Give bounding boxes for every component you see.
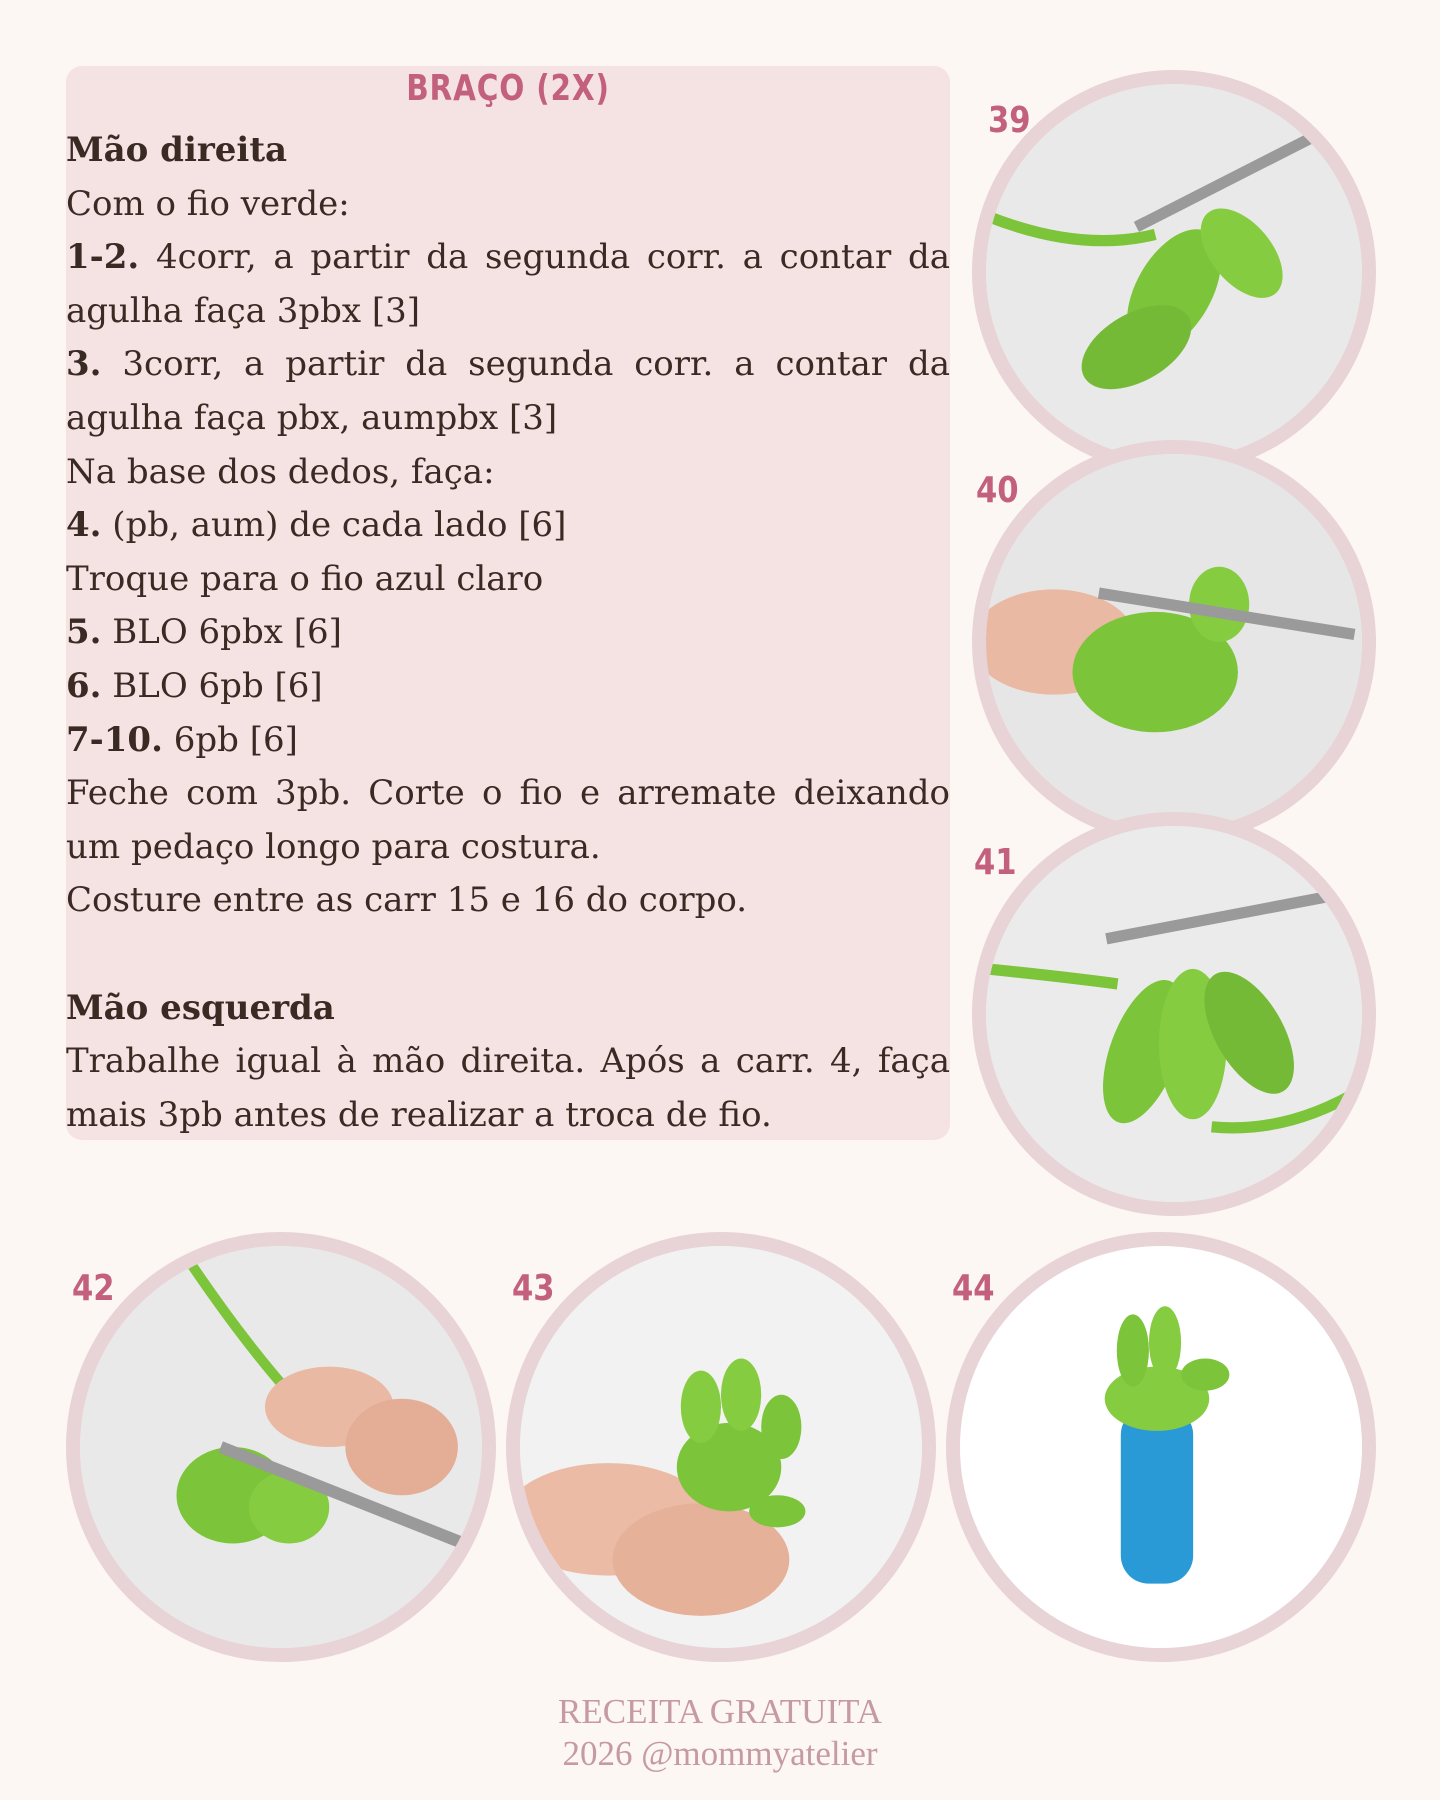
step-number: 7-10. [66, 719, 163, 760]
step-number: 3. [66, 344, 102, 385]
step-number-label: 42 [72, 1268, 115, 1309]
step-number-label: 39 [988, 100, 1031, 141]
step-text: (pb, aum) de cada lado [6] [101, 505, 567, 546]
crochet-hand-image [986, 826, 1362, 1202]
step-number: 1-2. [66, 237, 140, 278]
step-number-label: 43 [512, 1268, 555, 1309]
sew-note: Costure entre as carr 15 e 16 do corpo. [66, 880, 748, 921]
step-number: 5. [66, 612, 102, 653]
finished-hand-image [520, 1246, 922, 1648]
footer-title: RECEITA GRATUITA [558, 1692, 882, 1731]
step-photo-40 [972, 440, 1376, 844]
base-note: Na base dos dedos, faça: [66, 451, 495, 492]
step-text: 3corr, a partir da segunda corr. a contar da agulha faça pbx, aumpbx [3] [66, 344, 950, 438]
step-3 [66, 338, 950, 445]
step-photo-43 [506, 1232, 936, 1662]
step-number: 4. [66, 505, 102, 546]
step-number-label: 44 [952, 1268, 995, 1309]
green-hand-blue-arm-image [960, 1246, 1362, 1648]
crochet-hand-image [986, 84, 1362, 460]
step-text: 4corr, a partir da segunda corr. a contar da agulha faça 3pbx [3] [66, 237, 950, 331]
step-number-label: 41 [974, 842, 1017, 883]
left-hand-heading: Mão esquerda [66, 987, 335, 1028]
intro-line: Com o fio verde: [66, 183, 350, 224]
footer-credit: 2026 @mommyatelier [562, 1734, 878, 1773]
step-number: 6. [66, 665, 102, 706]
step-6 [66, 660, 950, 714]
close-note: Feche com 3pb. Corte o fio e arremate deixando um pedaço longo para costura. [66, 773, 950, 867]
step-photo-41 [972, 812, 1376, 1216]
left-hand-text: Trabalhe igual à mão direita. Após a carr. 4, faça mais 3pb antes de realizar a troca de fio. [66, 1041, 950, 1135]
step-text: 6pb [6] [162, 719, 298, 760]
spacer [66, 928, 950, 982]
step-5 [66, 606, 950, 660]
step-text: BLO 6pbx [6] [101, 612, 342, 653]
step-number-label: 40 [976, 470, 1019, 511]
step-1-2 [66, 231, 950, 338]
crochet-hook-image [80, 1246, 482, 1648]
page-title: BRAÇO (2X) [406, 68, 610, 109]
crochet-finger-image [986, 454, 1362, 830]
step-photo-44 [946, 1232, 1376, 1662]
step-7-10 [66, 714, 950, 768]
step-photo-39 [972, 70, 1376, 474]
right-hand-heading: Mão direita [66, 130, 288, 170]
step-text: BLO 6pb [6] [101, 665, 323, 706]
step-4 [66, 499, 950, 553]
switch-note: Troque para o fio azul claro [66, 558, 544, 599]
instructions-text [66, 124, 950, 1142]
step-photo-42 [66, 1232, 496, 1662]
